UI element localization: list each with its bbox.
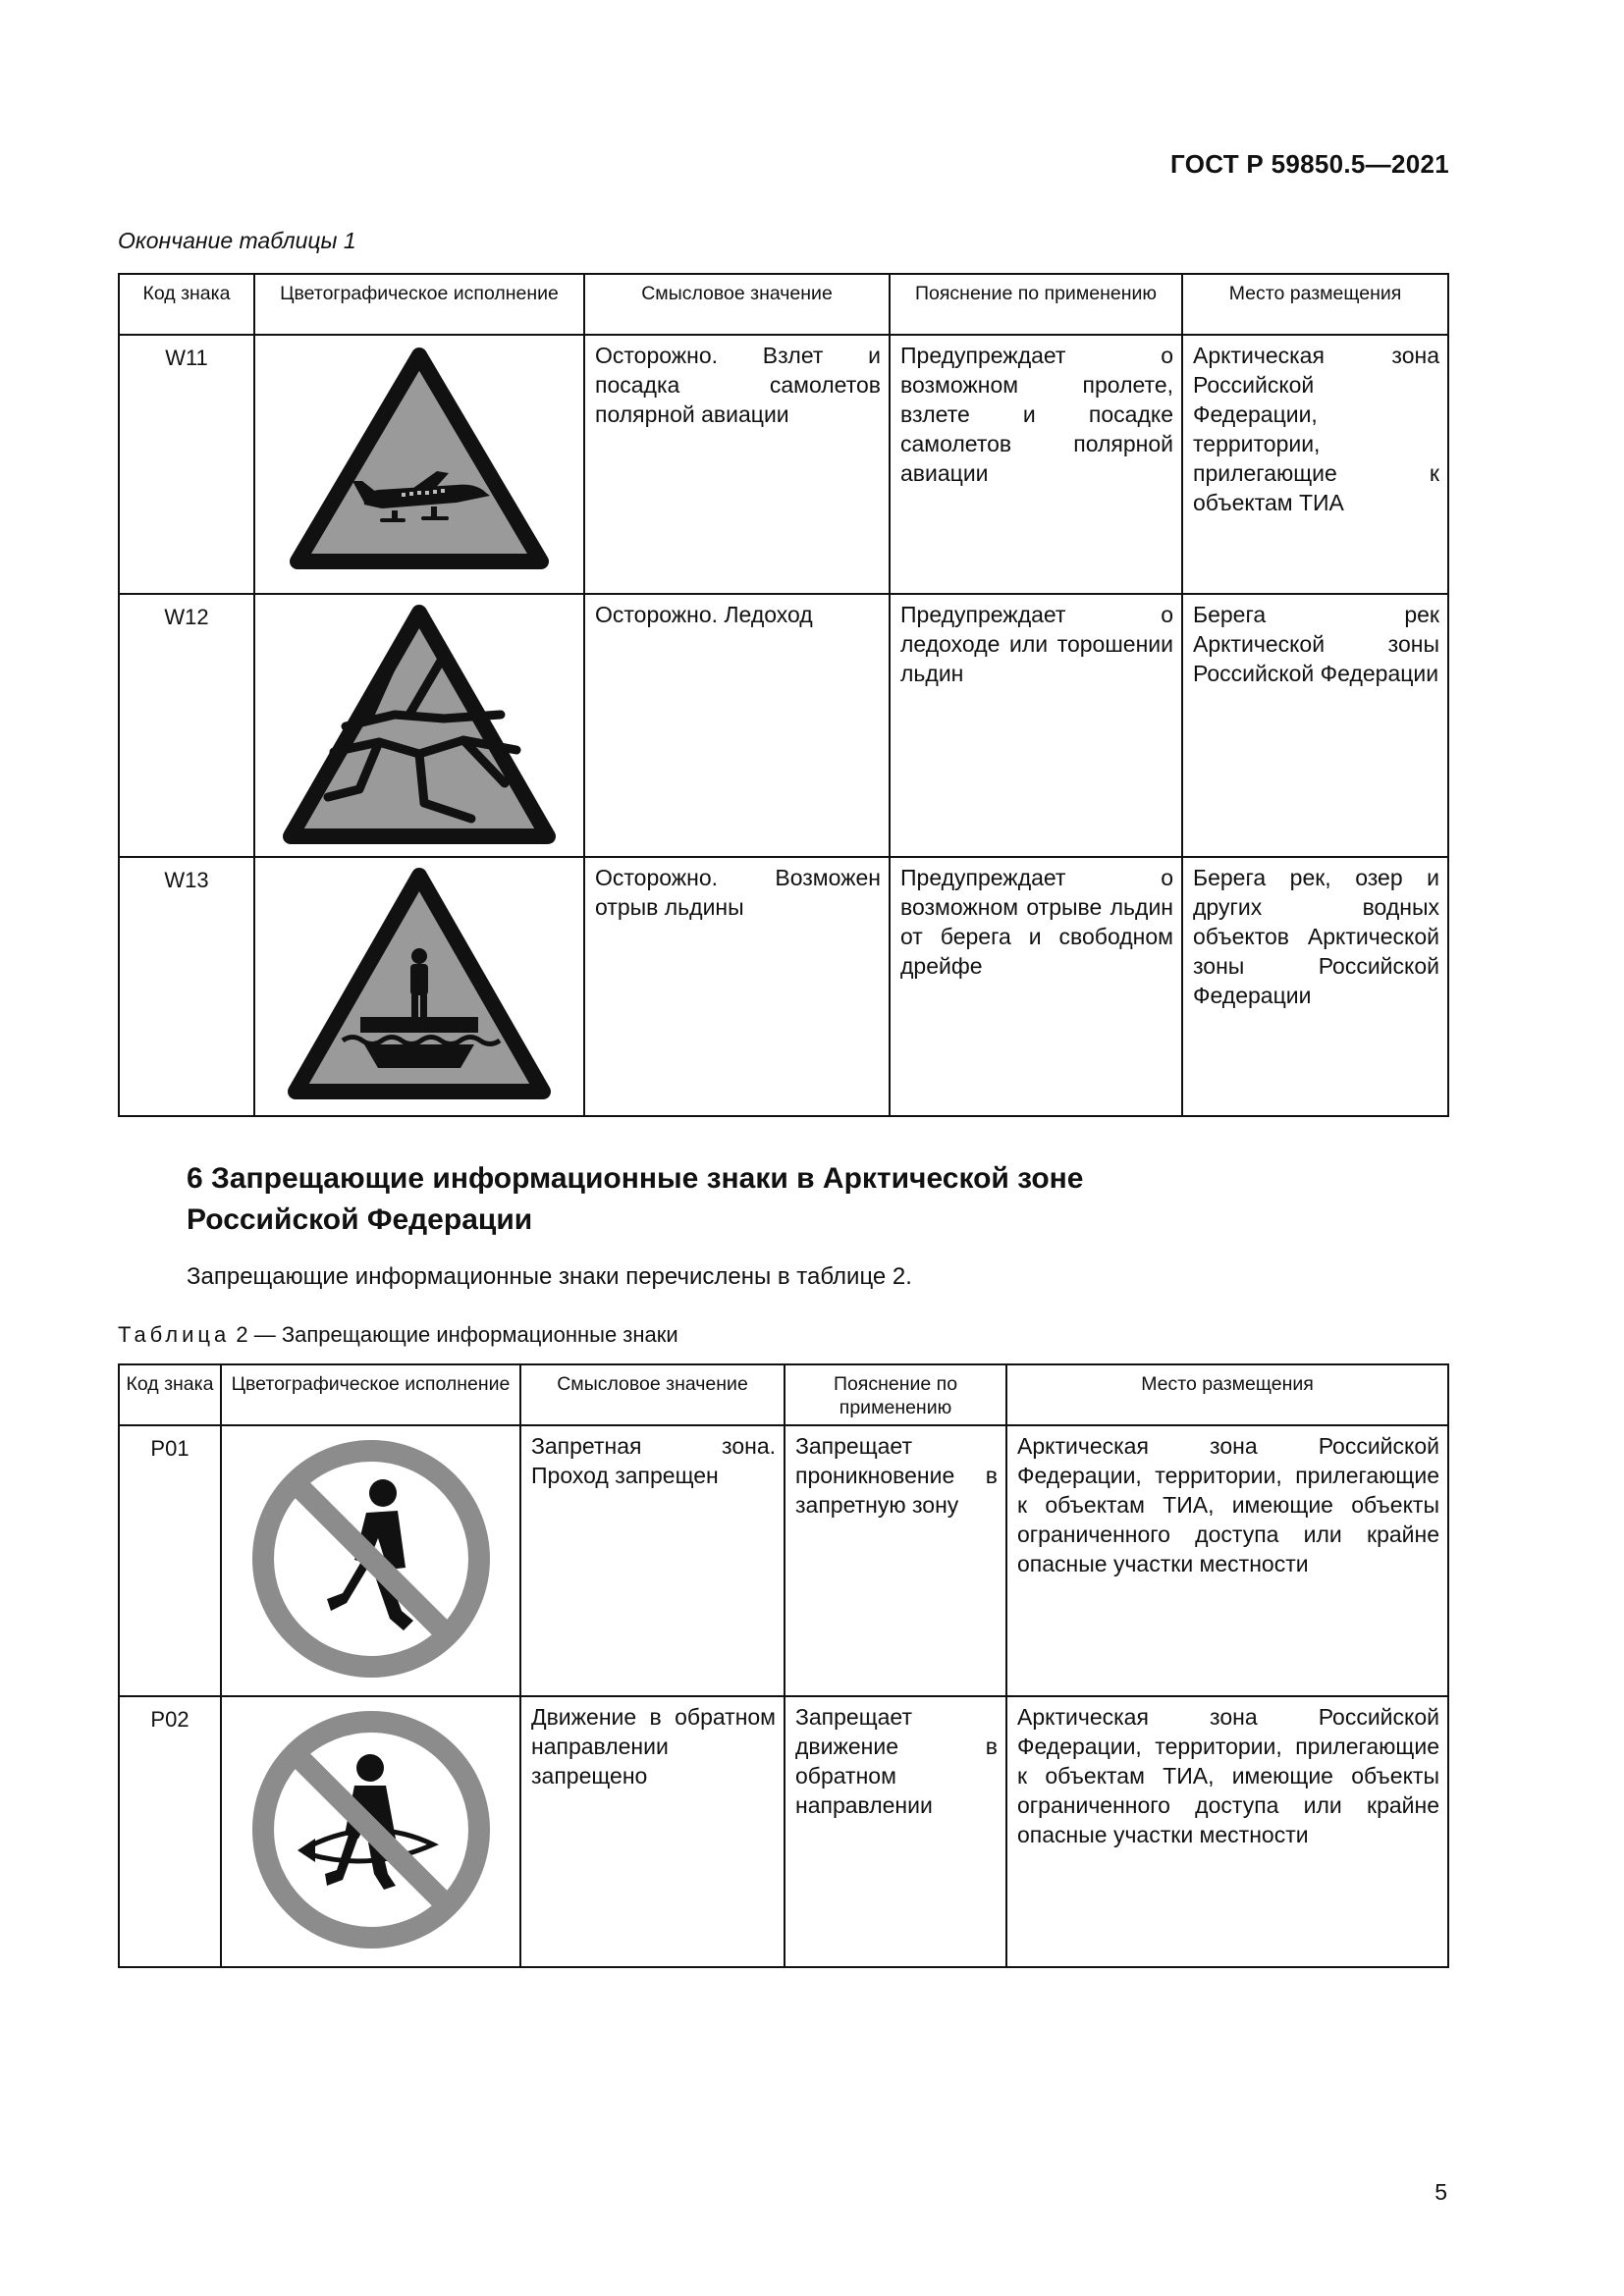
sign-code: W11	[119, 335, 254, 594]
table-row	[119, 857, 1448, 1116]
sign-placement: Арктическая зона Российской Федерации, территории, прилегающие к объектам ТИА	[1182, 335, 1448, 594]
table-caption-label: Таблица	[118, 1322, 231, 1347]
column-header: Смысловое значение	[584, 274, 890, 335]
table-continuation-label: Окончание таблицы 1	[118, 228, 356, 253]
sign-explanation: Предупреждает о возможном пролете, взлете и посадке самолетов полярной авиации	[890, 335, 1182, 594]
sign-code: W13	[119, 857, 254, 1116]
sign-image-cell	[221, 1696, 520, 1967]
sign-placement: Арктическая зона Российской Федерации, территории, прилегающие к объектам ТИА, имеющие объекты ограниченного доступа или крайне опасные участки местности	[1006, 1696, 1448, 1967]
sign-explanation: Предупреждает о возможном отрыве льдин от берега и свободном дрейфе	[890, 857, 1182, 1116]
sign-explanation: Запрещает движение в обратном направлении	[785, 1696, 1006, 1967]
table-header-row	[119, 274, 1448, 335]
table-header-row	[119, 1364, 1448, 1425]
sign-code: W12	[119, 594, 254, 857]
column-header: Код знака	[119, 274, 254, 335]
column-header: Пояснение по применению	[890, 274, 1182, 335]
warning-signs-table	[118, 273, 1449, 1117]
sign-explanation: Запрещает проникновение в запретную зону	[785, 1425, 1006, 1696]
table-row	[119, 594, 1448, 857]
table-row	[119, 1696, 1448, 1967]
sign-meaning: Движение в обратном направлении запрещено	[520, 1696, 785, 1967]
section-body-text: Запрещающие информационные знаки перечислены в таблице 2.	[187, 1263, 912, 1290]
sign-placement: Берега рек Арктической зоны Российской Федерации	[1182, 594, 1448, 857]
section-heading-line: Российской Федерации	[187, 1203, 533, 1236]
sign-image-cell	[221, 1425, 520, 1696]
sign-code: P01	[119, 1425, 221, 1696]
table-caption-title: 2 — Запрещающие информационные знаки	[236, 1322, 678, 1347]
document-code: ГОСТ Р 59850.5—2021	[1170, 149, 1449, 179]
sign-meaning: Осторожно. Взлет и посадка самолетов полярной авиации	[584, 335, 890, 594]
sign-image-cell	[254, 857, 584, 1116]
sign-placement: Берега рек, озер и других водных объектов Арктической зоны Российской Федерации	[1182, 857, 1448, 1116]
column-header: Пояснение по применению	[785, 1364, 1006, 1425]
sign-image-cell	[254, 335, 584, 594]
column-header: Код знака	[119, 1364, 221, 1425]
column-header: Цветографическое исполнение	[254, 274, 584, 335]
ice-drift-warning-sign-icon	[277, 595, 562, 852]
column-header: Место размещения	[1006, 1364, 1448, 1425]
prohibition-signs-table	[118, 1363, 1449, 1968]
no-entry-prohibition-sign-icon	[248, 1436, 494, 1682]
column-header: Цветографическое исполнение	[221, 1364, 520, 1425]
sign-meaning: Запретная зона. Проход запрещен	[520, 1425, 785, 1696]
sign-code: P02	[119, 1696, 221, 1967]
column-header: Место размещения	[1182, 274, 1448, 335]
sign-placement: Арктическая зона Российской Федерации, территории, прилегающие к объектам ТИА, имеющие объекты ограниченного доступа или крайне опасные участки местности	[1006, 1425, 1448, 1696]
no-reverse-movement-prohibition-sign-icon	[248, 1707, 494, 1952]
sign-image-cell	[254, 594, 584, 857]
table-row	[119, 1425, 1448, 1696]
airplane-warning-sign-icon	[284, 336, 555, 581]
page-number: 5	[1435, 2179, 1447, 2205]
section-heading-line: 6 Запрещающие информационные знаки в Арктической зоне	[187, 1162, 1084, 1195]
table-caption	[118, 1322, 678, 1348]
sign-meaning: Осторожно. Ледоход	[584, 594, 890, 857]
column-header: Смысловое значение	[520, 1364, 785, 1425]
sign-explanation: Предупреждает о ледоходе или торошении льдин	[890, 594, 1182, 857]
ice-floe-warning-sign-icon	[282, 858, 557, 1109]
sign-meaning: Осторожно. Возможен отрыв льдины	[584, 857, 890, 1116]
section-heading	[187, 1158, 1083, 1241]
table-row	[119, 335, 1448, 594]
